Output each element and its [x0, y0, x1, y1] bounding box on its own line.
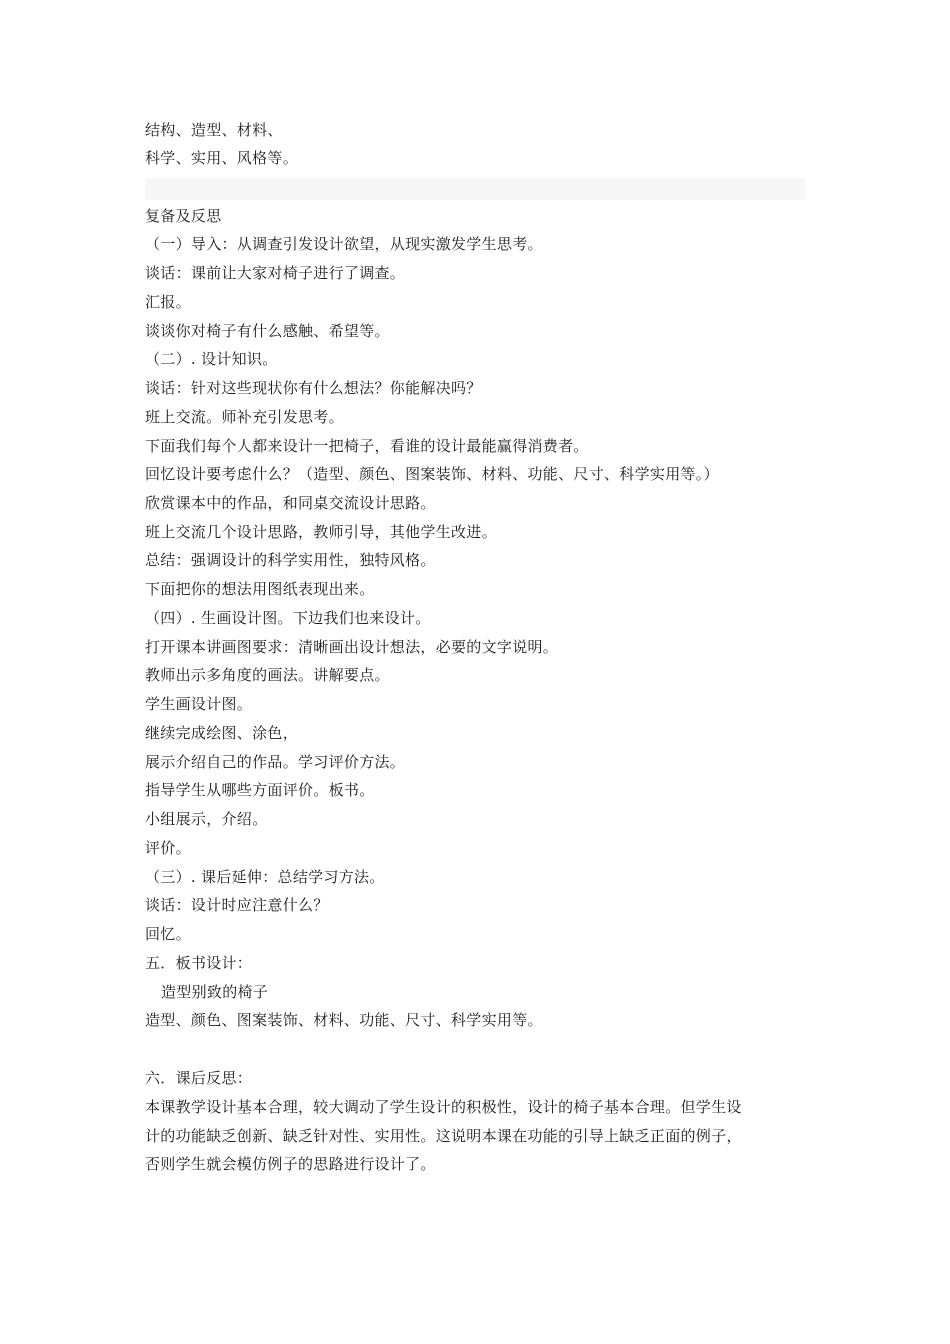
board-title: 造型别致的椅子: [161, 983, 269, 1001]
text-line: 继续完成绘图、涂色，: [145, 724, 299, 742]
text-line: 小组展示，介绍。: [145, 810, 268, 828]
text-line: （四）. 生画设计图。下边我们也来设计。: [145, 609, 431, 627]
text-line: （一）导入：从调查引发设计欲望，从现实激发学生思考。: [145, 235, 543, 253]
section-heading: 五．板书设计：: [145, 954, 253, 972]
text-line: 欣赏课本中的作品，和同桌交流设计思路。: [145, 494, 436, 512]
text-line: （三）. 课后延伸：总结学习方法。: [145, 868, 385, 886]
text-line: （二）. 设计知识。: [145, 350, 278, 368]
text-line: 班上交流。师补充引发思考。: [145, 408, 344, 426]
text-line: 谈话：课前让大家对椅子进行了调查。: [145, 264, 406, 282]
text-line: 汇报。: [145, 293, 191, 311]
text-line: 谈话：针对这些现状你有什么想法？你能解决吗？: [145, 379, 482, 397]
text-line: 班上交流几个设计思路，教师引导，其他学生改进。: [145, 523, 497, 541]
text-line: 指导学生从哪些方面评价。板书。: [145, 781, 375, 799]
section-heading: 复备及反思: [145, 207, 222, 225]
text-line: 学生画设计图。: [145, 695, 253, 713]
text-line: 科学、实用、风格等。: [145, 149, 299, 167]
text-line: 下面我们每个人都来设计一把椅子，看谁的设计最能赢得消费者。: [145, 437, 589, 455]
text-line: 展示介绍自己的作品。学习评价方法。: [145, 753, 406, 771]
text-line: 回忆。: [145, 925, 191, 943]
paragraph-line: 本课教学设计基本合理，较大调动了学生设计的积极性，设计的椅子基本合理。但学生设: [145, 1098, 742, 1116]
text-line: 谈谈你对椅子有什么感触、希望等。: [145, 322, 390, 340]
text-line: 回忆设计要考虑什么？（造型、颜色、图案装饰、材料、功能、尺寸、科学实用等。）: [145, 465, 719, 483]
paragraph-line: 否则学生就会模仿例子的思路进行设计了。: [145, 1155, 436, 1173]
text-line: 谈话：设计时应注意什么？: [145, 896, 329, 914]
text-line: 打开课本讲画图要求：清晰画出设计想法，必要的文字说明。: [145, 638, 559, 656]
text-line: 造型、颜色、图案装饰、材料、功能、尺寸、科学实用等。: [145, 1011, 543, 1029]
section-heading: 六．课后反思：: [145, 1069, 253, 1087]
paragraph-line: 计的功能缺乏创新、缺乏针对性、实用性。这说明本课在功能的引导上缺乏正面的例子，: [145, 1127, 742, 1145]
text-line: 评价。: [145, 839, 191, 857]
text-line: 教师出示多角度的画法。讲解要点。: [145, 666, 390, 684]
text-line: 总结：强调设计的科学实用性，独特风格。: [145, 551, 436, 569]
shaded-band: [145, 178, 805, 200]
text-line: 下面把你的想法用图纸表现出来。: [145, 580, 375, 598]
text-line: 结构、造型、材料、: [145, 121, 283, 139]
